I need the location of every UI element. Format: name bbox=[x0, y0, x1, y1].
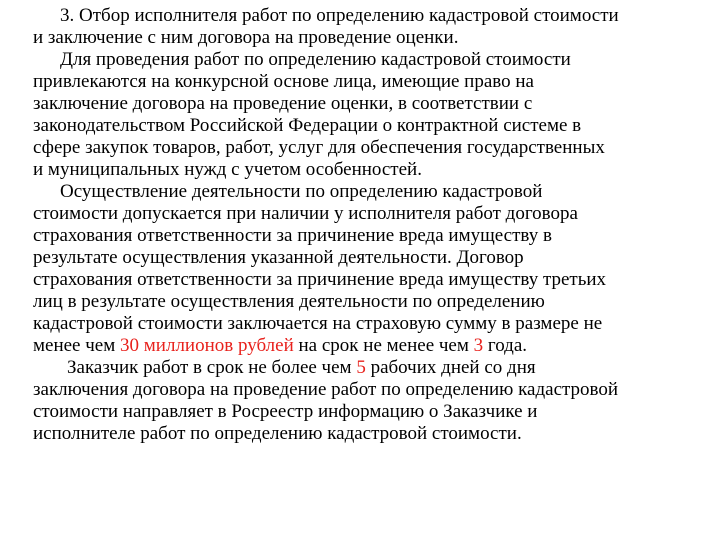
insurance-term-highlight: 3 bbox=[473, 335, 484, 356]
paragraph-rosreestr-notice bbox=[33, 357, 717, 445]
text-line: страхования ответственности за причинение вреда имуществу в bbox=[33, 225, 552, 246]
text-fragment: года. bbox=[483, 335, 528, 356]
text-line: результате осуществления указанной деятельности. Договор bbox=[33, 247, 524, 268]
text-line-days bbox=[33, 357, 717, 379]
text-line: заключение договора на проведение оценки, в соответствии с bbox=[33, 93, 533, 114]
text-line: страхования ответственности за причинение вреда имуществу третьих bbox=[33, 269, 607, 290]
insurance-amount-highlight: 30 миллионов рублей bbox=[120, 335, 294, 356]
text-line: стоимости допускается при наличии у исполнителя работ договора bbox=[33, 203, 578, 224]
text-line: сфере закупок товаров, работ, услуг для обеспечения государственных bbox=[33, 137, 605, 158]
paragraph-contractor-selection bbox=[33, 5, 717, 49]
text-fragment: Заказчик работ в срок не более чем bbox=[67, 357, 357, 378]
paragraph-competition bbox=[33, 49, 717, 181]
text-line: Для проведения работ по определению кадастровой стоимости bbox=[60, 49, 571, 70]
text-line: законодательством Российской Федерации о контрактной системе в bbox=[33, 115, 582, 136]
text-fragment: на срок не менее чем bbox=[293, 335, 474, 356]
text-line: и муниципальных нужд с учетом особенностей. bbox=[33, 159, 422, 180]
text-line: 3. Отбор исполнителя работ по определению кадастровой стоимости bbox=[60, 5, 619, 26]
text-line: лиц в результате осуществления деятельности по определению bbox=[33, 291, 545, 312]
text-line: и заключение с ним договора на проведение оценки. bbox=[33, 27, 459, 48]
paragraph-insurance bbox=[33, 181, 717, 357]
text-fragment: рабочих дней со дня bbox=[365, 357, 536, 378]
text-line: Осуществление деятельности по определению кадастровой bbox=[60, 181, 543, 202]
text-line-insurance-amount bbox=[33, 335, 717, 357]
text-line: кадастровой стоимости заключается на страховую сумму в размере не bbox=[33, 313, 603, 334]
days-highlight: 5 bbox=[356, 357, 366, 378]
document-body bbox=[33, 5, 717, 445]
text-line: стоимости направляет в Росреестр информацию о Заказчике и bbox=[33, 401, 538, 422]
text-line: исполнителе работ по определению кадастровой стоимости. bbox=[33, 423, 522, 444]
text-line: заключения договора на проведение работ по определению кадастровой bbox=[33, 379, 619, 400]
text-line: привлекаются на конкурсной основе лица, имеющие право на bbox=[33, 71, 534, 92]
text-fragment: менее чем bbox=[33, 335, 121, 356]
